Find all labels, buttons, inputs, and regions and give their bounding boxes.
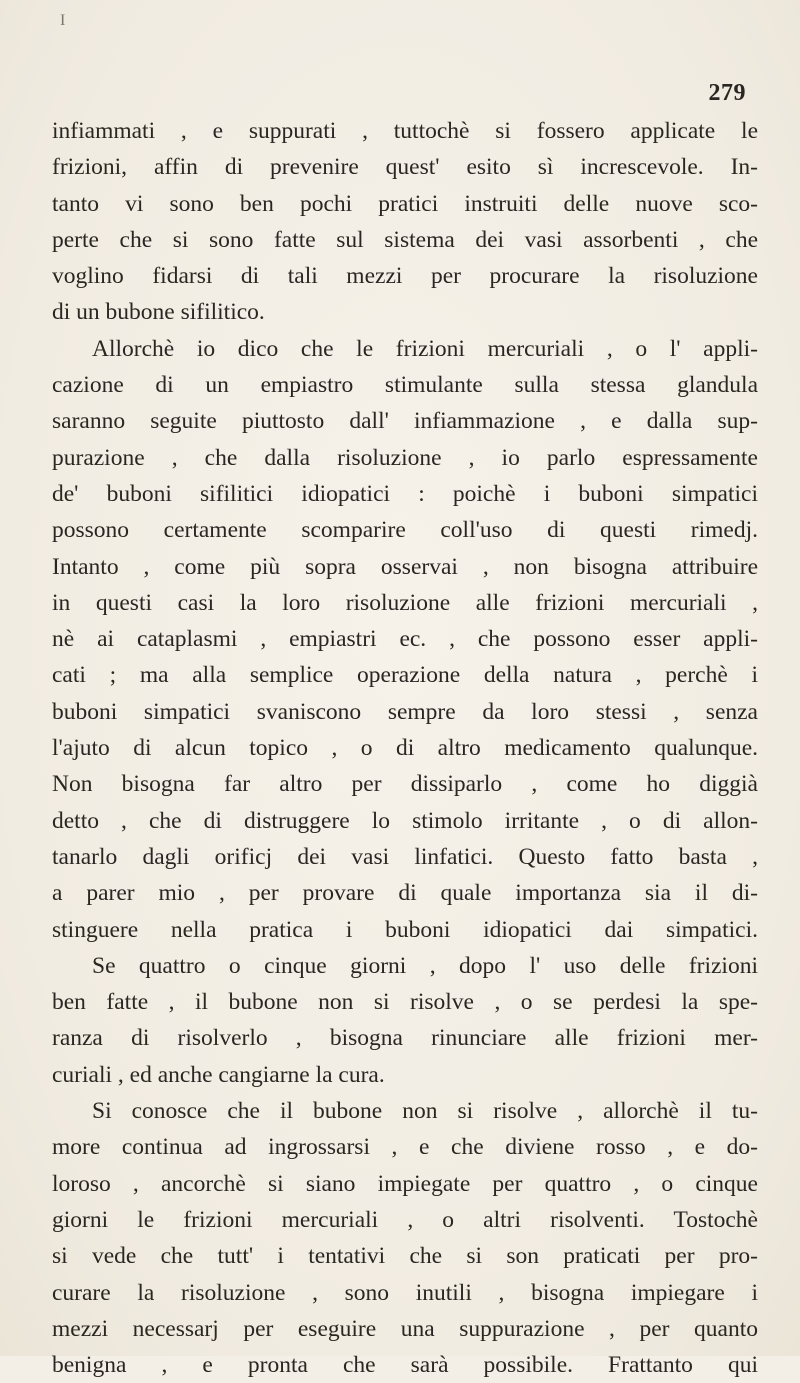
text-line: voglino fidarsi di tali mezzi per procurare la risoluzione bbox=[52, 263, 758, 290]
text-line: Allorchè io dico che le frizioni mercuriali , o l' appli- bbox=[92, 335, 758, 362]
text-line: si vede che tutt' i tentativi che si son praticati per pro- bbox=[52, 1243, 758, 1270]
text-line: cati ; ma alla semplice operazione della natura , perchè i bbox=[52, 662, 758, 689]
text-line: more continua ad ingrossarsi , e che diviene rosso , e do- bbox=[52, 1134, 758, 1161]
text-line: Se quattro o cinque giorni , dopo l' uso delle frizioni bbox=[92, 952, 758, 979]
text-line: loroso , ancorchè si siano impiegate per quattro , o cinque bbox=[52, 1170, 758, 1197]
text-line: benigna , e pronta che sarà possibile. Frattanto qui bbox=[52, 1352, 758, 1379]
text-line: Intanto , come più sopra osservai , non bisogna attribuire bbox=[52, 553, 758, 580]
text-line: mezzi necessarj per eseguire una suppurazione , per quanto bbox=[52, 1315, 758, 1342]
text-line: l'ajuto di alcun topico , o di altro medicamento qualunque. bbox=[52, 735, 758, 762]
text-line: Si conosce che il bubone non si risolve , allorchè il tu- bbox=[92, 1098, 758, 1125]
text-line: frizioni, affin di prevenire quest' esito sì increscevole. In- bbox=[52, 154, 758, 181]
text-line: possono certamente scomparire coll'uso di questi rimedj. bbox=[52, 517, 758, 544]
text-line: Non bisogna far altro per dissiparlo , come ho diggià bbox=[52, 771, 758, 798]
text-line: buboni simpatici svaniscono sempre da loro stessi , senza bbox=[52, 698, 758, 725]
body-text bbox=[52, 113, 758, 1383]
text-line: curiali , ed anche cangiarne la cura. bbox=[52, 1061, 385, 1088]
page-number: 279 bbox=[708, 80, 746, 106]
text-line: purazione , che dalla risoluzione , io parlo espressamente bbox=[52, 444, 758, 471]
text-line: in questi casi la loro risoluzione alle frizioni mercuriali , bbox=[52, 589, 758, 616]
text-line: de' buboni sifilitici idiopatici : poichè i buboni simpatici bbox=[52, 480, 758, 507]
corner-mark: I bbox=[60, 12, 66, 29]
text-line: tanarlo dagli orificj dei vasi linfatici. Questo fatto basta , bbox=[52, 843, 758, 870]
text-line: nè ai cataplasmi , empiastri ec. , che possono esser appli- bbox=[52, 626, 758, 653]
text-line: infiammati , e suppurati , tuttochè si fossero applicate le bbox=[52, 118, 758, 144]
text-line: perte che si sono fatte sul sistema dei vasi assorbenti , che bbox=[52, 226, 758, 253]
text-line: detto , che di distruggere lo stimolo irritante , o di allon- bbox=[52, 807, 758, 834]
text-line: curare la risoluzione , sono inutili , bisogna impiegare i bbox=[52, 1279, 758, 1306]
text-line: stinguere nella pratica i buboni idiopatici dai simpatici. bbox=[52, 916, 758, 943]
text-line: ranza di risolverlo , bisogna rinunciare alle frizioni mer- bbox=[52, 1025, 758, 1052]
text-line: giorni le frizioni mercuriali , o altri risolventi. Tostochè bbox=[52, 1206, 758, 1233]
text-line: cazione di un empiastro stimulante sulla stessa glandula bbox=[52, 372, 758, 399]
text-line: ben fatte , il bubone non si risolve , o se perdesi la spe- bbox=[52, 989, 758, 1016]
text-line: di un bubone sifilitico. bbox=[52, 299, 265, 326]
text-line: saranno seguite piuttosto dall' infiammazione , e dalla sup- bbox=[52, 408, 758, 435]
text-line: tanto vi sono ben pochi pratici instruiti delle nuove sco- bbox=[52, 190, 758, 217]
text-line: a parer mio , per provare di quale importanza sia il di- bbox=[52, 880, 758, 907]
